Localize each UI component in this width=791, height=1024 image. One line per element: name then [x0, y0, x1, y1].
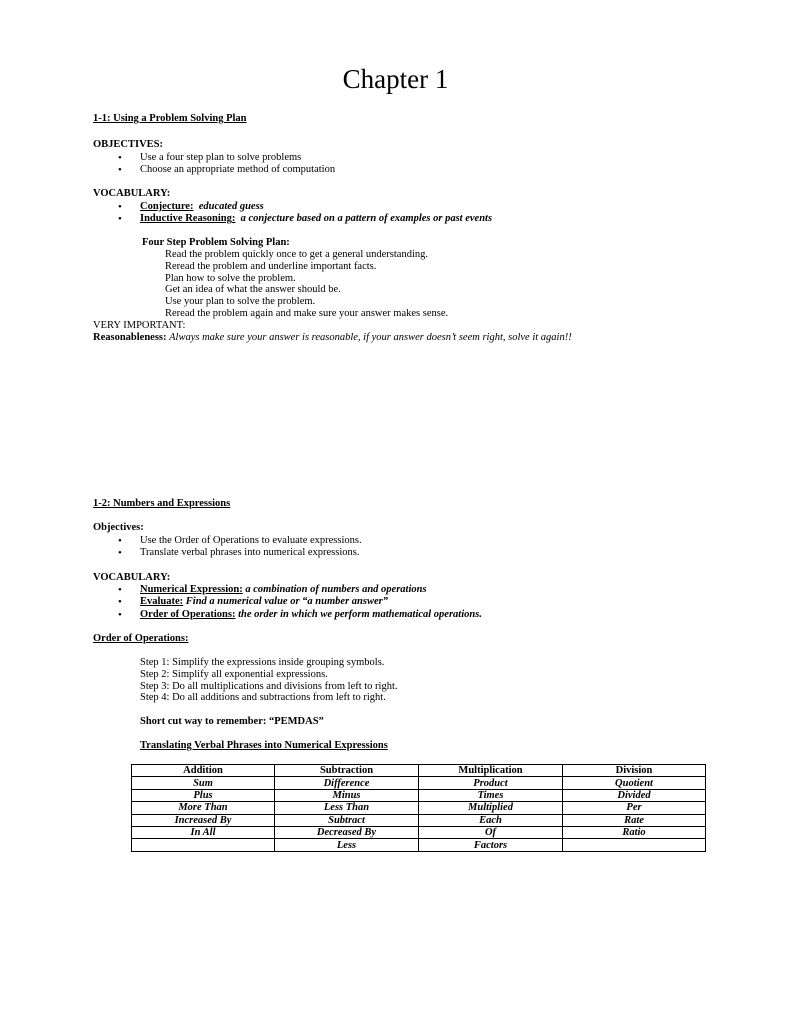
- section-heading-1-2: 1-2: Numbers and Expressions: [93, 498, 231, 509]
- vocab-term: Conjecture:: [140, 201, 194, 212]
- plan-step: Plan how to solve the problem.: [165, 272, 296, 284]
- table-cell: Increased By: [132, 814, 275, 826]
- column-header: Addition: [132, 765, 275, 777]
- table-cell: Multiplied: [419, 802, 563, 814]
- objectives-list: [93, 535, 362, 560]
- objectives-label: Objectives:: [93, 522, 144, 533]
- table-cell: Of: [419, 826, 563, 838]
- vocabulary-list: [93, 584, 482, 621]
- table-row: [132, 777, 706, 789]
- plan-steps: [165, 249, 448, 320]
- table-cell: Each: [419, 814, 563, 826]
- translation-table: [131, 764, 706, 852]
- table-cell: [132, 839, 275, 851]
- vocabulary-label: VOCABULARY:: [93, 188, 171, 199]
- table-cell: Decreased By: [275, 826, 419, 838]
- list-item: [93, 213, 492, 225]
- operation-step: Step 2: Simplify all exponential expressions.: [140, 668, 328, 680]
- reasonableness-text: Always make sure your answer is reasonable, if your answer doesn’t seem right, solve it again!!: [169, 332, 572, 343]
- plan-step: Use your plan to solve the problem.: [165, 296, 316, 308]
- vocab-definition: the order in which we perform mathematical operations.: [238, 608, 482, 620]
- table-row: [132, 826, 706, 838]
- table-title: Translating Verbal Phrases into Numerical Expressions: [140, 740, 388, 751]
- plan-step: Reread the problem and underline important facts.: [165, 260, 377, 272]
- table-cell: More Than: [132, 802, 275, 814]
- list-item: [93, 584, 482, 596]
- vocabulary-list: [93, 201, 492, 226]
- table-cell: In All: [132, 826, 275, 838]
- shortcut-note: Short cut way to remember: “PEMDAS”: [140, 716, 324, 727]
- column-header: Multiplication: [419, 765, 563, 777]
- vocab-term: Order of Operations:: [140, 608, 236, 620]
- table-cell: Less Than: [275, 802, 419, 814]
- reasonableness-label: Reasonableness:: [93, 332, 167, 343]
- operation-step: Step 3: Do all multiplications and divisions from left to right.: [140, 680, 398, 692]
- table-cell: Ratio: [563, 826, 706, 838]
- column-header: Subtraction: [275, 765, 419, 777]
- objectives-label: OBJECTIVES:: [93, 139, 164, 150]
- table-cell: Minus: [275, 789, 419, 801]
- table-row: [132, 814, 706, 826]
- table-row: [132, 802, 706, 814]
- vocab-term: Inductive Reasoning:: [140, 213, 236, 225]
- table-cell: Product: [419, 777, 563, 789]
- vocab-definition: a conjecture based on a pattern of examples or past events: [240, 213, 493, 225]
- objectives-list: [93, 152, 335, 177]
- vocabulary-label: VOCABULARY:: [93, 572, 171, 583]
- table-cell: Per: [563, 802, 706, 814]
- table-cell: Subtract: [275, 814, 419, 826]
- very-important-label: VERY IMPORTANT:: [93, 320, 186, 331]
- plan-title: Four Step Problem Solving Plan:: [142, 237, 290, 248]
- list-item: • Use the Order of Operations to evaluate expressions.: [93, 535, 362, 547]
- column-header: Division: [563, 765, 706, 777]
- table-cell: [563, 839, 706, 851]
- plan-step: Reread the problem again and make sure your answer makes sense.: [165, 307, 449, 319]
- table-cell: Sum: [132, 777, 275, 789]
- table-row: [132, 839, 706, 851]
- table-cell: Plus: [132, 789, 275, 801]
- operation-step: Step 1: Simplify the expressions inside grouping symbols.: [140, 657, 385, 668]
- plan-step: Read the problem quickly once to get a general understanding.: [165, 249, 428, 260]
- operation-step: Step 4: Do all additions and subtractions from left to right.: [140, 692, 386, 704]
- operation-steps: [140, 657, 398, 704]
- page-title: Chapter 1: [342, 64, 449, 94]
- reasonableness-note: [93, 332, 572, 344]
- list-item: [93, 596, 482, 608]
- plan-step: Get an idea of what the answer should be.: [165, 284, 341, 296]
- section-heading-1-1: 1-1: Using a Problem Solving Plan: [93, 113, 247, 124]
- order-of-operations-heading: Order of Operations:: [93, 633, 189, 644]
- vocab-definition: Find a numerical value or “a number answer”: [185, 596, 388, 608]
- table-cell: Difference: [275, 777, 419, 789]
- table-cell: Rate: [563, 814, 706, 826]
- table-cell: Factors: [419, 839, 563, 851]
- table-header-row: [132, 765, 706, 777]
- list-item: • Translate verbal phrases into numerical expressions.: [93, 547, 362, 559]
- list-item: [93, 609, 482, 621]
- table-cell: Times: [419, 789, 563, 801]
- vocab-definition: a combination of numbers and operations: [245, 584, 427, 595]
- vocab-term: Evaluate:: [140, 596, 184, 608]
- table-cell: Quotient: [563, 777, 706, 789]
- vocab-definition: educated guess: [198, 201, 264, 212]
- list-item: • Choose an appropriate method of computation: [93, 164, 335, 176]
- list-item: [93, 201, 492, 213]
- table-row: [132, 789, 706, 801]
- list-item: • Use a four step plan to solve problems: [93, 152, 335, 164]
- vocab-term: Numerical Expression:: [140, 584, 243, 595]
- table-cell: Divided: [563, 789, 706, 801]
- table-cell: Less: [275, 839, 419, 851]
